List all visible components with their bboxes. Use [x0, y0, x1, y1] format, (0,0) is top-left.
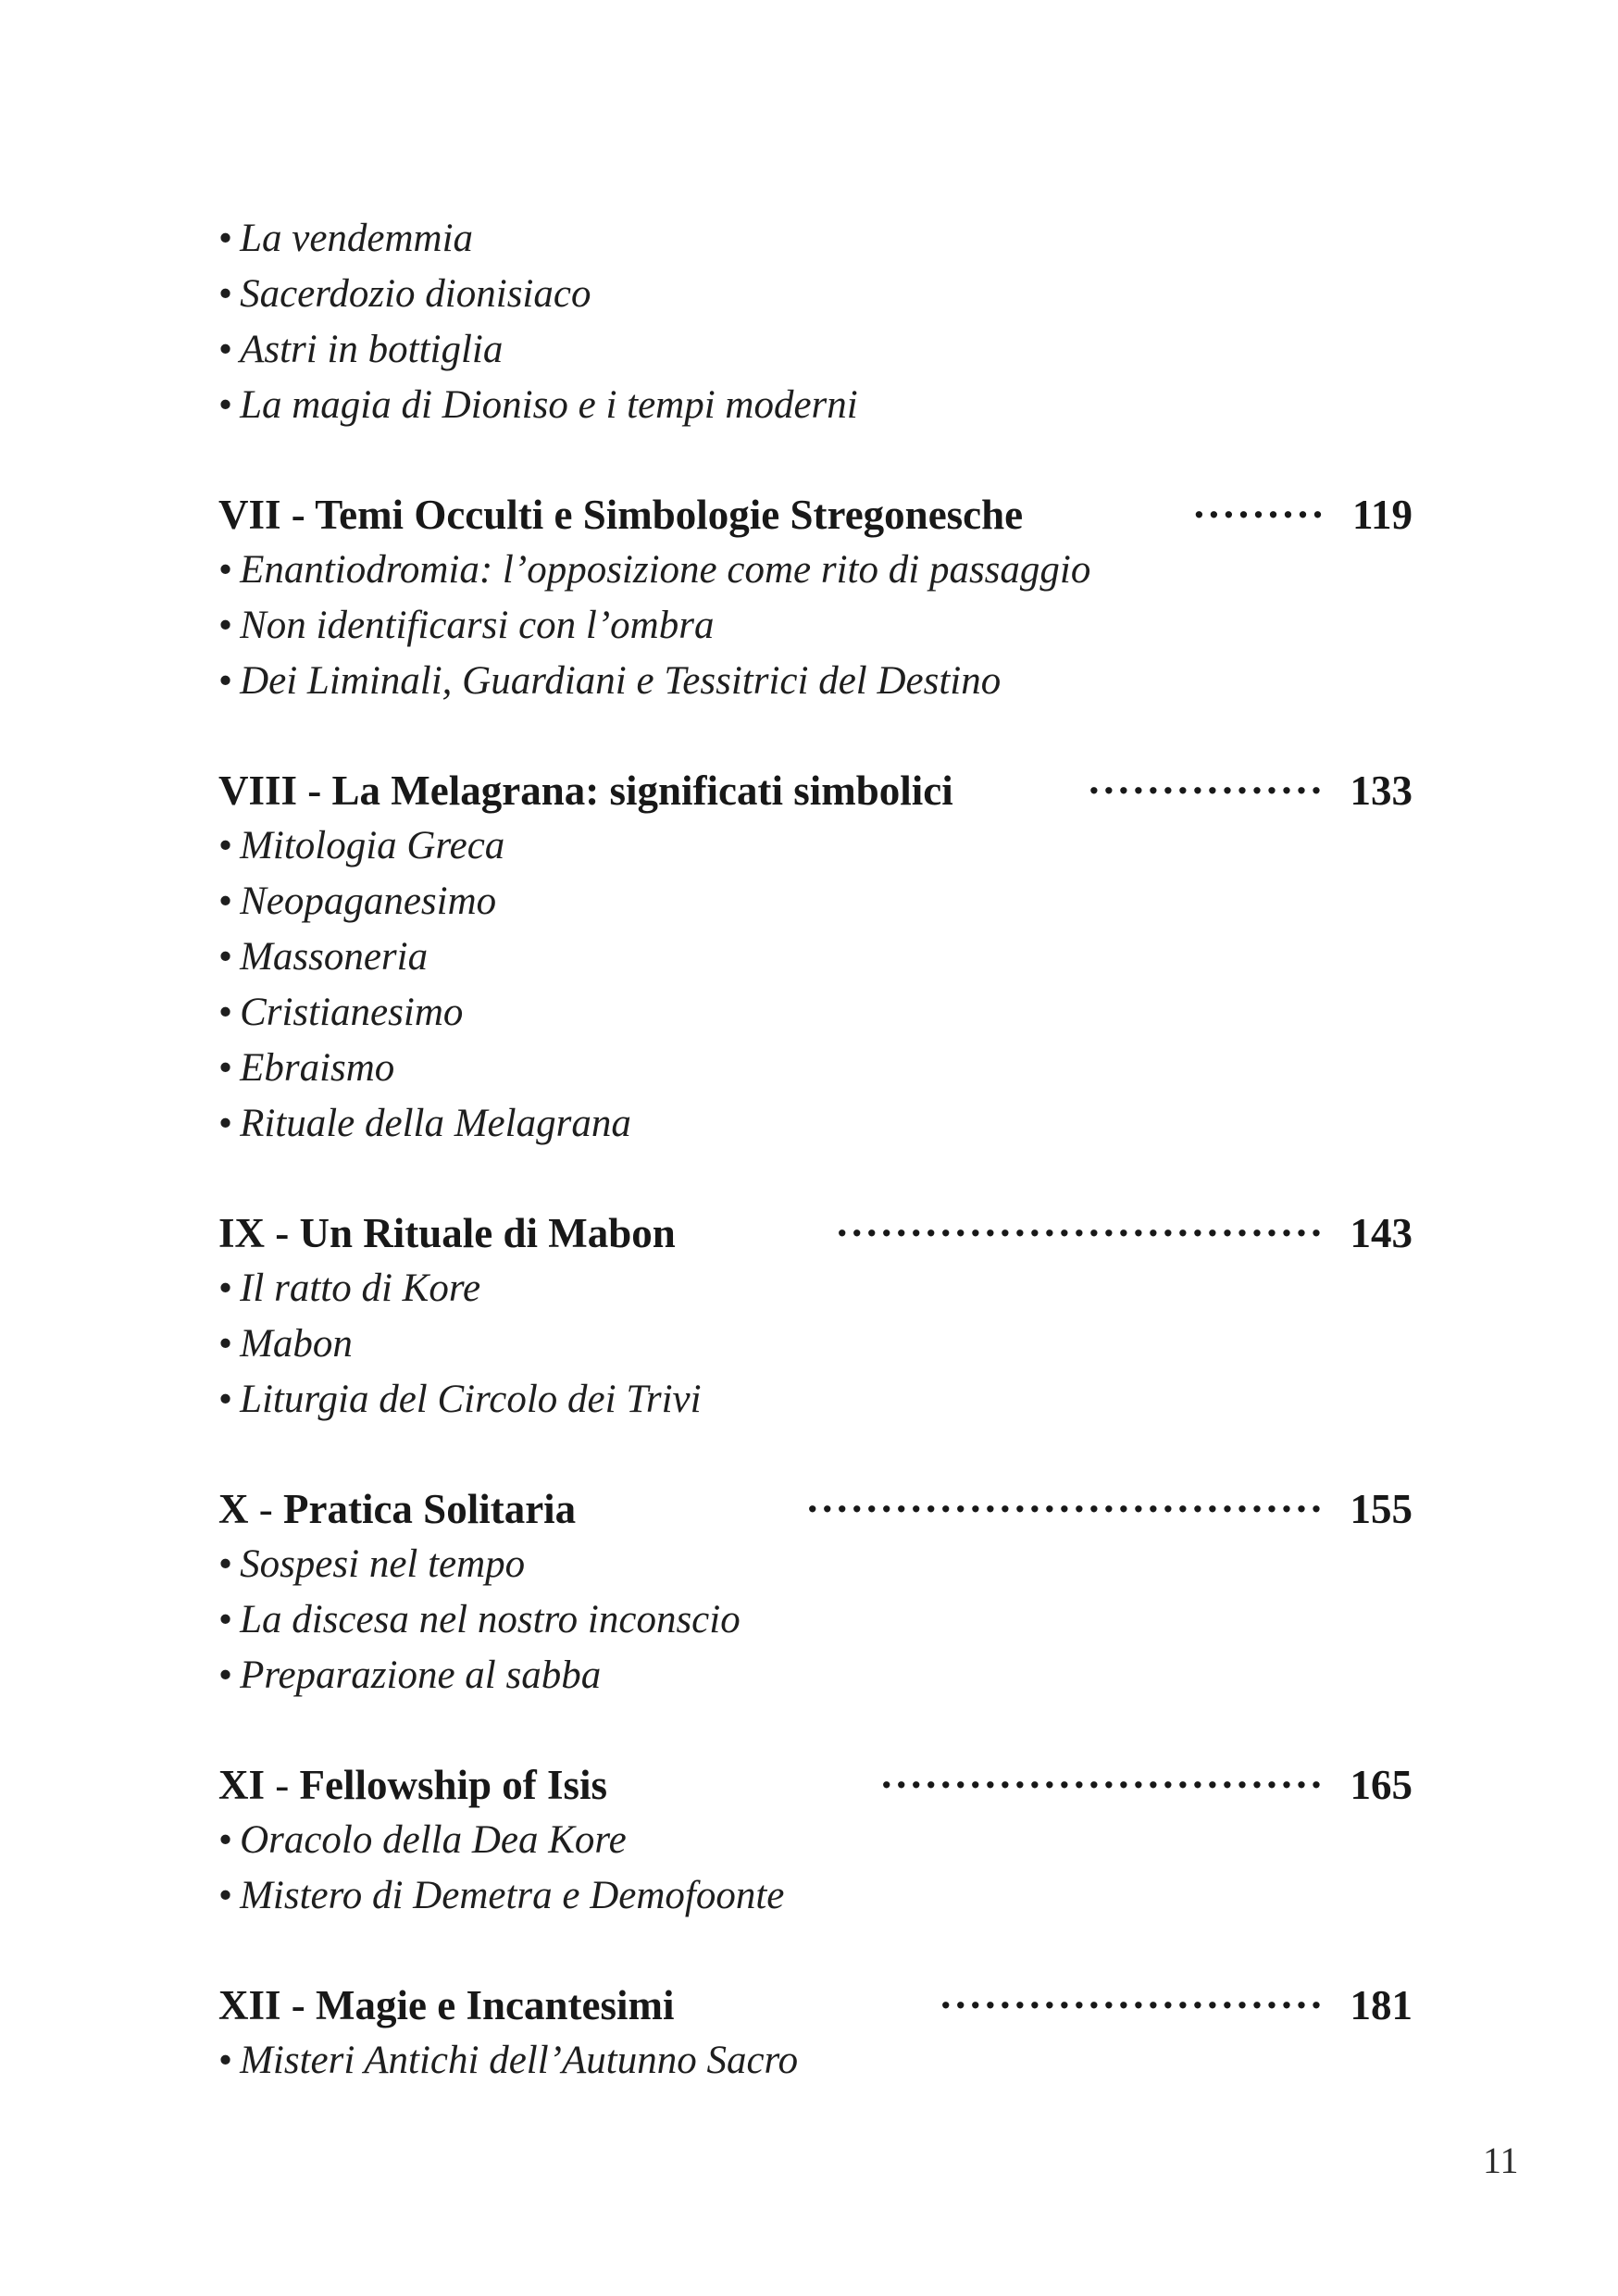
page-number: 181 — [1350, 1982, 1413, 2028]
list-item: • Misteri Antichi dell’Autunno Sacro — [218, 2039, 799, 2082]
bullet-icon: • — [218, 548, 233, 592]
bullet-icon: • — [218, 1598, 233, 1641]
dot-leader: ··································· — [805, 1486, 1325, 1532]
chapter-section — [218, 763, 1413, 1152]
page-number: 155 — [1350, 1486, 1413, 1532]
list-item: • Mabon — [218, 1322, 353, 1366]
bullet-icon: • — [218, 2039, 233, 2082]
list-item: • Liturgia del Circolo dei Trivi — [218, 1378, 702, 1421]
chapter-title: VIII - La Melagrana: significati simbolici — [218, 767, 953, 814]
bullet-icon: • — [218, 217, 233, 260]
bullet-icon: • — [218, 824, 233, 867]
list-item: • Rituale della Melagrana — [218, 1102, 631, 1145]
chapter-section — [218, 1978, 1413, 2089]
chapter-heading — [218, 1481, 1413, 1537]
chapter-section — [218, 487, 1413, 709]
list-item: • Enantiodromia: l’opposizione come rito di passaggio — [218, 548, 1091, 592]
chapter-section — [218, 1481, 1413, 1703]
dot-leader: ······························ — [879, 1762, 1325, 1808]
chapter-title: XII - Magie e Incantesimi — [218, 1982, 675, 2028]
folio-page-number: 11 — [1483, 2140, 1519, 2181]
bullet-icon: • — [218, 991, 233, 1034]
bullet-icon: • — [218, 1322, 233, 1366]
list-item: • Sacerdozio dionisiaco — [218, 272, 591, 316]
bullet-icon: • — [218, 1378, 233, 1421]
chapter-section — [218, 1757, 1413, 1924]
list-item: • Dei Liminali, Guardiani e Tessitrici del Destino — [218, 659, 1002, 703]
chapter-heading — [218, 763, 1413, 818]
bullet-icon: • — [218, 383, 233, 427]
bullet-icon: • — [218, 1046, 233, 1090]
page-number: 133 — [1350, 767, 1413, 814]
list-item: • Cristianesimo — [218, 991, 464, 1034]
page-number: 165 — [1350, 1762, 1413, 1808]
chapter-heading — [218, 487, 1413, 543]
page-number: 143 — [1350, 1210, 1413, 1256]
chapter-heading — [218, 1205, 1413, 1261]
list-item: • La magia di Dioniso e i tempi moderni — [218, 383, 858, 427]
intro-items — [218, 211, 1413, 433]
list-item: • Mitologia Greca — [218, 824, 505, 867]
dot-leader: ································· — [835, 1210, 1325, 1256]
bullet-icon: • — [218, 1818, 233, 1862]
list-item: • La vendemmia — [218, 217, 474, 260]
list-item: • Neopaganesimo — [218, 880, 497, 923]
list-item: • Oracolo della Dea Kore — [218, 1818, 627, 1862]
bullet-icon: • — [218, 1102, 233, 1145]
list-item: • Preparazione al sabba — [218, 1653, 602, 1697]
dot-leader: ················ — [1087, 767, 1325, 814]
table-of-contents — [218, 211, 1413, 2089]
chapter-title: VII - Temi Occulti e Simbologie Stregonesche — [218, 492, 1024, 538]
list-item: • Sospesi nel tempo — [218, 1542, 526, 1586]
dot-leader: ·························· — [939, 1982, 1325, 2028]
chapter-heading — [218, 1978, 1413, 2033]
chapter-title: X - Pratica Solitaria — [218, 1486, 577, 1532]
list-item: • Non identificarsi con l’ombra — [218, 604, 715, 647]
bullet-icon: • — [218, 604, 233, 647]
bullet-icon: • — [218, 1874, 233, 1917]
list-item: • Il ratto di Kore — [218, 1267, 481, 1310]
list-item: • La discesa nel nostro inconscio — [218, 1598, 741, 1641]
bullet-icon: • — [218, 880, 233, 923]
bullet-icon: • — [218, 1267, 233, 1310]
bullet-icon: • — [218, 272, 233, 316]
bullet-icon: • — [218, 659, 233, 703]
list-item: • Mistero di Demetra e Demofoonte — [218, 1874, 785, 1917]
bullet-icon: • — [218, 1542, 233, 1586]
dot-leader: ········· — [1191, 492, 1326, 538]
bullet-icon: • — [218, 935, 233, 979]
bullet-icon: • — [218, 328, 233, 371]
chapter-heading — [218, 1757, 1413, 1813]
list-item: • Ebraismo — [218, 1046, 395, 1090]
chapter-title: IX - Un Rituale di Mabon — [218, 1210, 676, 1256]
list-item: • Massoneria — [218, 935, 429, 979]
list-item: • Astri in bottiglia — [218, 328, 504, 371]
bullet-icon: • — [218, 1653, 233, 1697]
chapter-title: XI - Fellowship of Isis — [218, 1762, 608, 1808]
page-number: 119 — [1351, 492, 1413, 538]
chapter-section — [218, 1205, 1413, 1428]
